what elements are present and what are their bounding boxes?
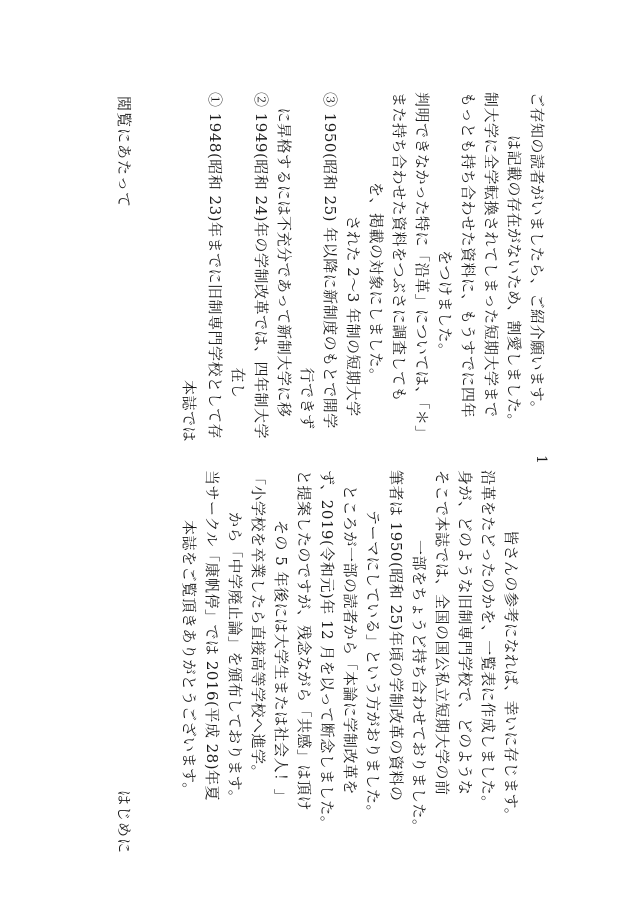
text-line: 本誌では (180, 380, 198, 443)
page-number: 1 (533, 455, 549, 464)
text-line: 制大学に全学転換されてしまった短期大学まで (482, 92, 500, 418)
section-heading-reading-notes: 閲覧にあたって (115, 96, 133, 209)
text-line: そこで本誌では、全国の国公私立短期大学の前 (433, 470, 451, 796)
text-line: 皆さんの参考になれば、幸いに存じます。 (502, 530, 520, 824)
text-line: ① 1948(昭和 23)年までに旧制専門学校として存 (206, 92, 224, 440)
text-line: ご存知の読者がいましたら、ご紹介願います。 (528, 92, 546, 417)
text-line: から「中学廃止論」を頒布しております。 (226, 512, 244, 806)
text-line: に昇格するには不充分であって新制大学に移 (275, 92, 293, 418)
text-line: をつけました。 (436, 250, 454, 359)
text-line: 一部をちょうど持ち合わせておりました。 (410, 540, 428, 835)
text-line: ② 1949(昭和 24)年の学制改革では、四年制大学 (252, 92, 270, 440)
text-line: 「小学校を卒業したら直接高等学校へ進学。 (249, 470, 267, 781)
text-line: ず、2019(令和元)年 12 月を以って断念しました。 (318, 470, 336, 832)
text-line: 判明できなかった特に「沿革」については、「＊」 (413, 92, 431, 441)
text-line: 当サークル「康帆停」では 2016(平成 28)年夏 (203, 470, 221, 802)
text-line: 筆者は 1950(昭和 25)年頃の学制改革の資料の (387, 470, 405, 802)
text-line: 沿革をたどったのかを、一覧表に作成しました。 (479, 470, 497, 811)
text-line: は記載の存在がないため、割愛しました。 (505, 135, 523, 429)
section-heading-introduction: はじめに (115, 790, 133, 855)
text-line: テーマにしている」という方がおりました。 (364, 510, 382, 821)
text-line: その 5 年後には大学生または社会人！」 (272, 520, 290, 805)
text-line: 身が、どのような旧制専門学校で、どのような (456, 470, 474, 796)
text-line: ところが一部の読者から「本論に学制改革を (341, 485, 359, 796)
text-line: もっとも持ち合わせた資料に、もうすでに四年 (459, 92, 477, 418)
text-line: 在し (229, 352, 247, 399)
text-line: また持ち合わせた資料をつぶさに調査しても (390, 92, 408, 403)
text-line: と提案したのですが、残念ながら「共感」は頂け (295, 470, 313, 812)
text-line: を、掲載の対象にしました。 (367, 182, 385, 384)
text-line: ③ 1950(昭和 25) 年以降に新制度のもとで開学 (321, 92, 339, 429)
text-line: 行できず (298, 352, 316, 430)
text-line: された 2～3 年制の短期大学 (344, 200, 362, 417)
text-line: 本誌をご覧頂きありがとうございます。 (180, 520, 198, 798)
